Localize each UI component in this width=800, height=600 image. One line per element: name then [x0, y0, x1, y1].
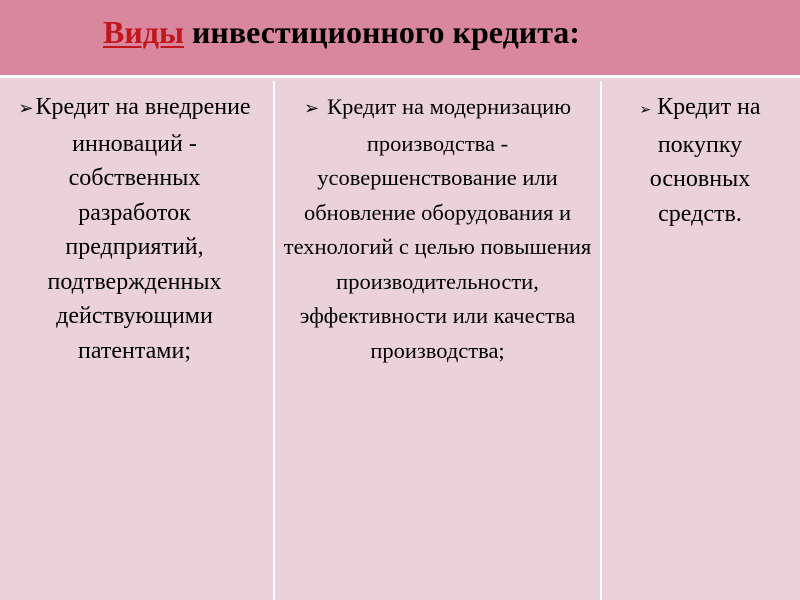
credit-type-modernization: [275, 81, 602, 600]
credit-types-table: [0, 81, 800, 600]
arrow-bullet-icon: ➢: [18, 98, 34, 119]
arrow-bullet-icon: ➢: [303, 98, 320, 119]
credit-type-text: Кредит на внедрение инноваций - собственных разработок предприятий, подтвержденных действующими патентами;: [35, 94, 251, 364]
title-bar: [0, 0, 800, 78]
slide-title: [103, 12, 580, 52]
credit-type-innovations: [0, 81, 275, 600]
credit-type-text: Кредит на модернизацию производства - усовершенствование или обновление оборудования и технологий с целью повышения производительности, эффективности или качества производства;: [283, 94, 592, 363]
arrow-bullet-icon: ➢: [639, 102, 652, 118]
credit-type-fixed-assets: [602, 81, 800, 600]
credit-type-text: Кредит на покупку основных средств.: [649, 94, 761, 227]
title-rest: инвестиционного кредита:: [183, 14, 580, 50]
title-accent-word: Виды: [103, 14, 184, 50]
